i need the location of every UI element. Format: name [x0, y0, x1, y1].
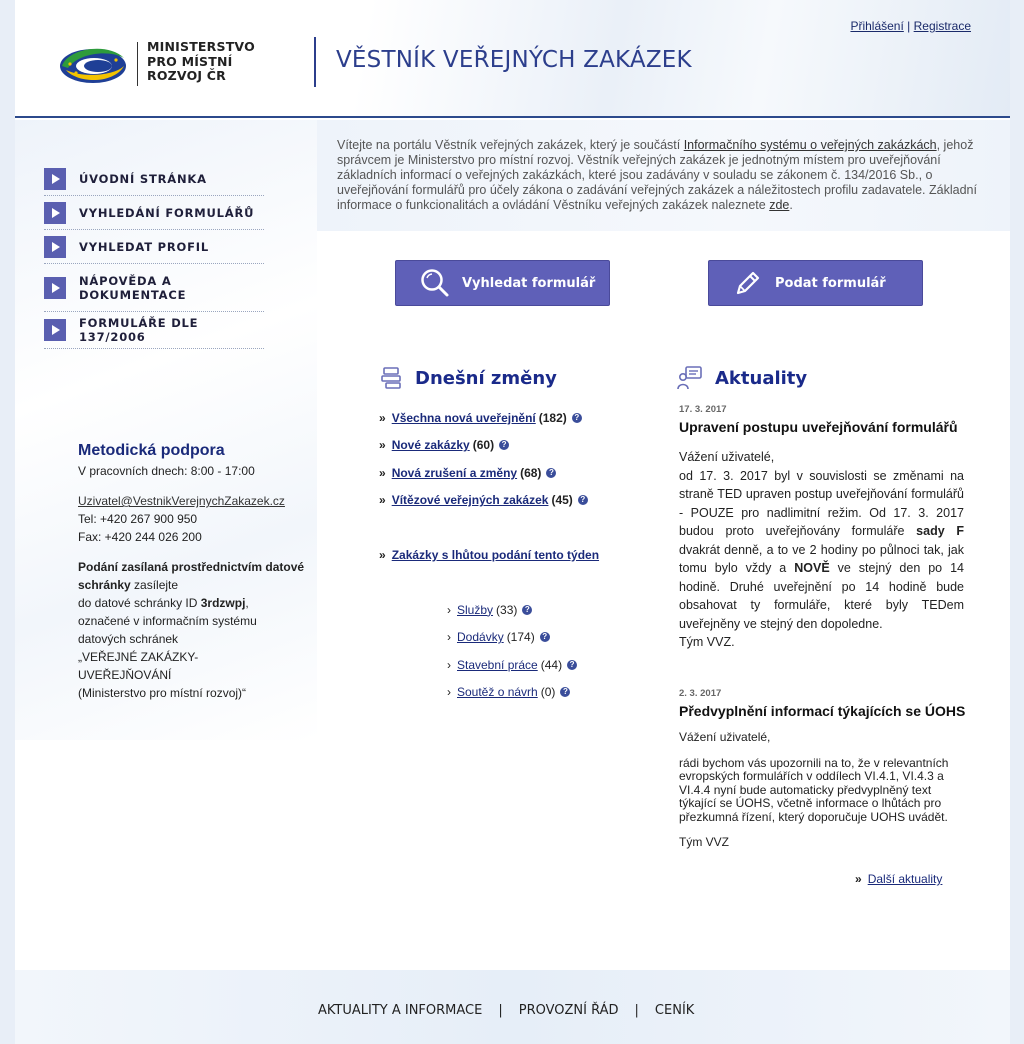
- sidebar-item-label: VYHLEDÁNÍ FORMULÁŘŮ: [79, 205, 255, 220]
- footer-separator: |: [498, 1003, 503, 1018]
- category-list: [447, 596, 577, 706]
- chevron-right-icon: ›: [447, 657, 451, 672]
- category-services-link[interactable]: Služby: [457, 602, 494, 617]
- title-divider: [314, 37, 316, 87]
- arrow-right-icon: [44, 168, 66, 190]
- ds-text: datových schránek: [78, 632, 179, 646]
- arrow-right-icon: [44, 319, 66, 341]
- news-date: 2. 3. 2017: [679, 688, 722, 699]
- item-count: (44): [540, 657, 563, 672]
- ministry-line: PRO MÍSTNÍ: [147, 53, 233, 69]
- register-link[interactable]: Registrace: [913, 19, 971, 33]
- news-bold: NOVĚ: [794, 561, 830, 575]
- ds-bold: Podání zasílaná prostřednictvím datové schránky: [78, 560, 305, 592]
- help-icon[interactable]: ?: [522, 605, 532, 615]
- news-title: Aktuality: [715, 367, 808, 389]
- item-count: (0): [540, 685, 556, 700]
- news-signature: Tým VVZ: [679, 835, 729, 849]
- info-system-link[interactable]: Informačního systému o veřejných zakázkách: [683, 138, 937, 152]
- list-item: [447, 596, 577, 624]
- news-item-1: [679, 404, 979, 652]
- arrow-right-icon: [44, 277, 66, 299]
- help-icon[interactable]: ?: [560, 687, 570, 697]
- news-body: [679, 448, 964, 652]
- intro-box: [317, 120, 1010, 231]
- submit-form-button[interactable]: [708, 260, 923, 306]
- footer-links: [318, 1003, 694, 1018]
- sidebar-item-label: ÚVODNÍ STRÁNKA: [79, 171, 207, 186]
- arrow-right-icon: [44, 202, 66, 224]
- ministry-logo-icon[interactable]: [58, 40, 128, 86]
- item-count: (182): [538, 410, 567, 425]
- ministry-name: [147, 40, 255, 84]
- intro-text-part: , jehož správcem je Ministerstvo pro místní rozvoj. Věstník veřejných zakázek je jednotným místem pro uveřejňování základních informací o veřejných zakázkách, které jsou zadávány v souladu se zákonem č. 134/2016 Sb., o uveřejňování formulářů pro účely zákona o zadávání veřejných zakázek a náležitostech profilu zadavatele. Základní informace o funkcionalitách a ovládání Věstníku veřejných zakázek naleznete: [337, 138, 977, 212]
- submit-form-button-label: Podat formulář: [775, 275, 886, 291]
- new-contracts-link[interactable]: Nové zakázky: [391, 438, 470, 453]
- help-icon[interactable]: ?: [567, 660, 577, 670]
- sidebar-nav: [44, 162, 264, 349]
- item-count: (68): [520, 465, 542, 480]
- news-text-part: dvakrát denně, a to ve 2 hodiny po půlnoci tak, jak tomu bylo vždy a: [679, 542, 964, 575]
- header: [15, 0, 1010, 118]
- news-item-2: [679, 688, 979, 862]
- winners-link[interactable]: Vítězové veřejných zakázek: [391, 493, 549, 508]
- search-form-button[interactable]: [395, 260, 610, 306]
- bullet-icon: »: [379, 493, 386, 508]
- ds-text: (Ministerstvo pro místní rozvoj)“: [78, 686, 247, 700]
- sidebar-item-home[interactable]: [44, 162, 264, 196]
- list-item: [447, 624, 577, 652]
- auth-separator: |: [907, 19, 911, 33]
- ds-id: 3rdzwpj: [200, 596, 246, 610]
- list-item: [379, 432, 659, 460]
- site-title[interactable]: VĚSTNÍK VEŘEJNÝCH ZAKÁZEK: [336, 47, 692, 73]
- help-icon[interactable]: ?: [578, 495, 588, 505]
- ds-text: UVEŘEJŇOVÁNÍ: [78, 668, 172, 682]
- news-text-part: od 17. 3. 2017 byl v souvislosti se změnami na straně TED upraven postup uveřejňování formulářů - POUZE pro nadlimitní režim. Od 17. 3. 2017 budou proto uveřejňovány formuláře: [679, 468, 964, 538]
- item-count: (174): [506, 630, 535, 645]
- intro-text: [337, 138, 997, 213]
- news-date: 17. 3. 2017: [679, 404, 727, 415]
- bullet-icon: »: [379, 548, 386, 562]
- magnifier-icon: [420, 268, 450, 298]
- cancellations-changes-link[interactable]: Nová zrušení a změny: [391, 465, 518, 480]
- sidebar-item-label: VYHLEDAT PROFIL: [79, 239, 209, 254]
- ministry-line: MINISTERSTVO: [147, 39, 255, 54]
- auth-links: [850, 19, 971, 33]
- datova-schranka-info: [78, 558, 308, 702]
- item-count: (33): [496, 602, 518, 617]
- support-box: [78, 442, 308, 702]
- ds-text: ,: [245, 596, 249, 610]
- all-new-publications-link[interactable]: Všechna nová uveřejnění: [391, 410, 536, 425]
- support-title: Metodická podpora: [78, 442, 225, 459]
- footer-rules-link[interactable]: PROVOZNÍ ŘÁD: [518, 1003, 619, 1018]
- deadline-this-week-link[interactable]: Zakázky s lhůtou podání tento týden: [391, 548, 600, 562]
- footer: [15, 970, 1010, 1044]
- sidebar-item-help[interactable]: [44, 264, 264, 312]
- here-link[interactable]: zde: [769, 198, 790, 212]
- category-supplies-link[interactable]: Dodávky: [457, 630, 504, 645]
- footer-pricing-link[interactable]: CENÍK: [654, 1003, 695, 1018]
- page: [15, 0, 1010, 1044]
- item-count: (45): [551, 493, 573, 508]
- chevron-right-icon: ›: [447, 602, 451, 617]
- help-icon[interactable]: ?: [499, 440, 509, 450]
- changes-title: Dnešní změny: [415, 367, 557, 389]
- support-fax: Fax: +420 244 026 200: [78, 530, 202, 544]
- news-greeting: Vážení uživatelé,: [679, 450, 775, 464]
- news-icon: [677, 366, 703, 390]
- news-headline[interactable]: Upravení postupu uveřejňování formulářů: [679, 419, 958, 435]
- news-text-part: ve stejný den po 14 hodině. Druhé uveřejnění po 14 hodině bude obsahovat ty formuláře, které byly TEDem uveřejněny ve stejný den dopoledne.: [679, 561, 965, 631]
- deadline-row: [379, 548, 599, 562]
- chevron-right-icon: ›: [447, 630, 451, 645]
- sidebar: [15, 120, 317, 740]
- arrow-right-icon: [44, 236, 66, 258]
- changes-icon: [381, 366, 403, 390]
- bullet-icon: »: [855, 872, 862, 886]
- support-hours: V pracovních dnech: 8:00 - 17:00: [78, 464, 255, 478]
- sidebar-item-label: FORMULÁŘE DLE 137/2006: [79, 316, 199, 344]
- news-headline[interactable]: Předvyplnění informací týkajících se ÚOHS: [679, 703, 966, 719]
- help-icon[interactable]: ?: [572, 413, 582, 423]
- login-link[interactable]: Přihlášení: [850, 19, 904, 33]
- ds-text: zasílejte: [130, 578, 179, 592]
- item-count: (60): [472, 438, 495, 453]
- bullet-icon: »: [379, 410, 386, 425]
- footer-separator: |: [634, 1003, 639, 1018]
- news-greeting: Vážení uživatelé,: [679, 730, 771, 744]
- sidebar-item-label: NÁPOVĚDA A DOKUMENTACE: [79, 273, 187, 302]
- search-form-button-label: Vyhledat formulář: [462, 275, 596, 291]
- help-icon[interactable]: ?: [546, 468, 556, 478]
- intro-text-part: .: [789, 198, 793, 212]
- news-bold: sady F: [916, 524, 964, 538]
- support-tel: Tel: +420 267 900 950: [78, 512, 198, 526]
- news-signature: Tým VVZ.: [679, 635, 735, 649]
- more-news-row: [855, 872, 942, 886]
- sidebar-item-search-forms[interactable]: [44, 196, 264, 230]
- news-text: rádi bychom vás upozornili na to, že v relevantních evropských formulářích v oddílech VI.4.1, VI.4.3 a VI.4.4 nyní bude automaticky předvyplněný text týkající se ÚOHS, včetně informace o lhůtách pro přezkumná řízení, který doporučuje UOHS uvádět.: [679, 755, 949, 824]
- news-text: [679, 467, 964, 634]
- bullet-icon: »: [379, 465, 386, 480]
- changes-list: [379, 404, 659, 514]
- chevron-right-icon: ›: [447, 685, 451, 700]
- list-item: [379, 404, 659, 432]
- list-item: [379, 459, 659, 487]
- sidebar-item-forms-137[interactable]: [44, 312, 264, 349]
- intro-text-part: Vítejte na portálu Věstník veřejných zakázek, který je součástí: [337, 138, 684, 152]
- news-heading: [677, 366, 807, 390]
- changes-heading: [381, 366, 557, 390]
- bullet-icon: »: [379, 438, 386, 453]
- pencil-icon: [733, 268, 763, 298]
- list-item: [379, 487, 659, 515]
- ministry-line: ROZVOJ ČR: [147, 68, 226, 83]
- footer-news-link[interactable]: AKTUALITY A INFORMACE: [318, 1003, 483, 1018]
- news-body: [679, 731, 964, 850]
- list-item: [447, 651, 577, 679]
- ds-text: „VEŘEJNÉ ZAKÁZKY-: [78, 650, 199, 664]
- more-news-link[interactable]: Další aktuality: [867, 872, 943, 886]
- category-construction-link[interactable]: Stavební práce: [457, 657, 538, 672]
- sidebar-item-search-profile[interactable]: [44, 230, 264, 264]
- logo-divider: [137, 42, 138, 86]
- support-email-link[interactable]: Uzivatel@VestnikVerejnychZakazek.cz: [78, 494, 285, 508]
- ds-text: do datové schránky ID: [78, 596, 201, 610]
- help-icon[interactable]: ?: [540, 632, 550, 642]
- list-item: [447, 679, 577, 707]
- ds-text: označené v informačním systému: [78, 614, 257, 628]
- category-design-contest-link[interactable]: Soutěž o návrh: [457, 685, 538, 700]
